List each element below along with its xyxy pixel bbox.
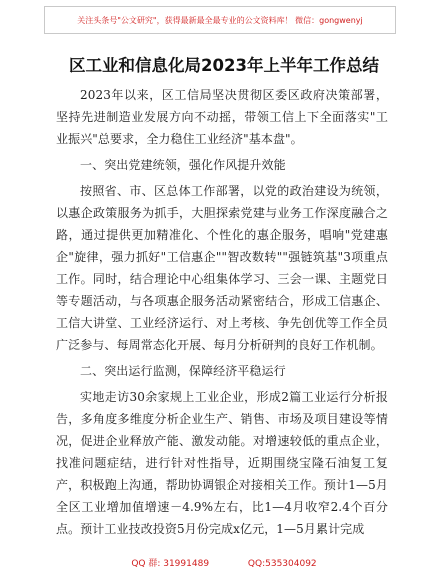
footer-qq-group: QQ 群: 31991489: [131, 559, 210, 569]
promo-banner: [44, 6, 396, 34]
document-title: 区工业和信息化局2023年上半年工作总结: [69, 56, 379, 75]
footer-qq: QQ:535304092: [247, 559, 317, 569]
footer: [0, 556, 448, 569]
section-heading-2: 二、突出运行监测，保障经济平稳运行: [80, 364, 286, 378]
intro-paragraph: 2023年以来，区工信局坚决贯彻区委区政府决策部署，坚持先进制造业发展方向不动摇，带领工信上下全面落实"工业振兴"总要求，全力稳住工业经济"基本盘"。: [56, 88, 388, 146]
banner-text: 关注头条号"公文研究"，获得最新最全最专业的公文资料库！ 微信：gongwenyj: [77, 15, 363, 25]
section-heading-1: 一、突出党建统领，强化作风提升效能: [80, 158, 286, 172]
section-2-paragraph: 实地走访30余家规上工业企业，形成2篇工业运行分析报告，多角度多维度分析企业生产、销售、市场及项目建设等情况，促进企业释放产能、激发动能。对增速较低的重点企业，找准问题症结，进行针对性指导，近期围绕宝隆石油复工复产，积极跑上沟通，帮助协调银企对接相关工作。预计1—5月全区工业增加值增速－4.9%左右，比1—4月收窄2.4个百分点。预计工业技改投资5月份完成x亿元，1—5月累计完成: [56, 390, 388, 536]
document-body: [56, 84, 388, 540]
section-1-paragraph: 按照省、市、区总体工作部署，以党的政治建设为统领，以惠企政策服务为抓手，大胆探索党建与业务工作深度融合之路，通过提供更加精准化、个性化的惠企服务，唱响"党建惠企"旋律，强力抓好"工信惠企""智改数转""强链筑基"3项重点工作。同时，结合理论中心组集体学习、三会一课、主题党日等专题活动，与各项惠企服务活动紧密结合，形成工信惠企、工信大讲堂、工业经济运行、对上考核、争先创优等工作全员广泛参与、每周常态化开展、每月分析研判的良好工作机制。: [56, 184, 388, 352]
